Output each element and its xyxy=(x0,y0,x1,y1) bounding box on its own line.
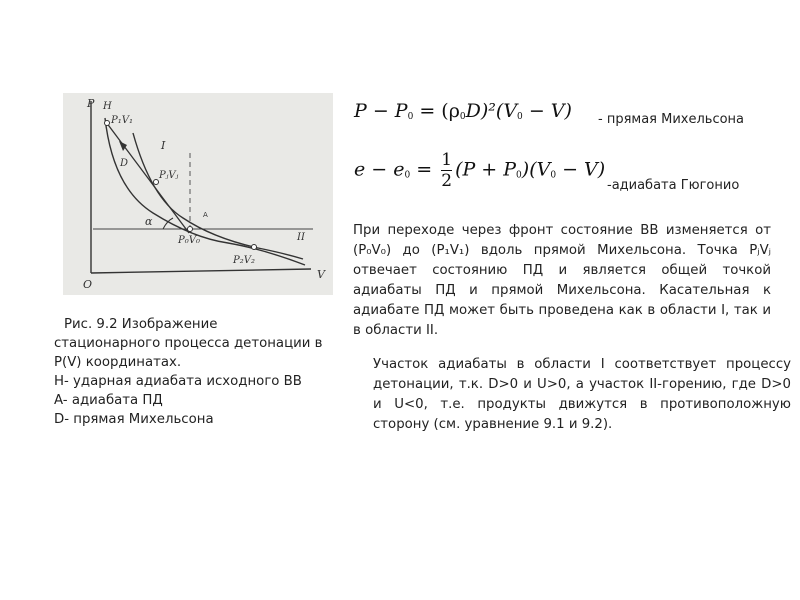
point-p0v0 xyxy=(188,227,193,232)
f2-eq: = xyxy=(410,158,439,181)
caption-line-1: Рис. 9.2 Изображение xyxy=(64,317,218,332)
f2-v-sub: 0 xyxy=(550,170,557,181)
label-alpha: α xyxy=(145,215,153,228)
label-d: D xyxy=(120,158,129,169)
f2-fraction xyxy=(441,150,452,191)
f1-tail: − V) xyxy=(522,100,572,122)
point-p1v1 xyxy=(105,121,110,126)
caption-line-3: P(V) координатах. xyxy=(54,355,182,370)
point-pjvj xyxy=(154,180,159,185)
f1-lhs: P − P xyxy=(354,100,408,122)
label-p0v0: P₀V₀ xyxy=(178,235,200,246)
hugoniot-formula xyxy=(354,150,605,191)
label-region-2: II xyxy=(297,232,305,243)
label-p: P xyxy=(87,97,95,110)
label-region-1: I xyxy=(161,139,166,152)
label-p1v1: P₁V₁ xyxy=(111,115,133,126)
f2-denominator: 2 xyxy=(441,171,453,191)
michelson-line-note: - прямая Михельсона xyxy=(598,112,745,127)
caption-line-2: стационарного процесса детонации в xyxy=(54,336,323,351)
label-v: V xyxy=(317,268,325,281)
paragraph-front-transition: При переходе через фронт состояние ВВ изменяется от (P₀V₀) до (P₁V₁) вдоль прямой Михельсона. Точка PⱼVⱼ отвечает состоянию ПД и является общей точкой адиабаты ПД и прямой Михельсона. Касательная к адиабате ПД может быть проведена как в области I, так и в области II. xyxy=(353,223,771,338)
figure-caption xyxy=(54,315,344,429)
f1-eq: = (ρ xyxy=(413,100,460,122)
caption-line-4: H- ударная адиабата исходного ВВ xyxy=(54,374,302,389)
f2-tail: − V) xyxy=(556,158,606,181)
f2-numerator: 1 xyxy=(441,150,453,170)
point-p2v2 xyxy=(252,245,257,250)
michelson-line-formula xyxy=(354,100,572,122)
f1-rho-sub: 0 xyxy=(459,112,466,122)
products-adiabat-a xyxy=(133,133,303,259)
f2-p-sub: 0 xyxy=(516,170,522,181)
v-axis xyxy=(91,269,311,273)
label-o: O xyxy=(83,278,93,291)
label-p2v2: P₂V₂ xyxy=(233,255,255,266)
f2-rhs: (P + P xyxy=(455,158,517,181)
f1-v-sub: 0 xyxy=(517,112,523,122)
f1-lhs-sub: 0 xyxy=(407,112,414,122)
f2-lhs: e − e xyxy=(354,158,405,181)
pv-diagram-svg xyxy=(63,93,333,295)
hugoniot-note: -адиабата Гюгонио xyxy=(607,178,740,193)
pv-diagram xyxy=(63,93,333,295)
f2-mid: )(V xyxy=(521,158,551,181)
label-a: A xyxy=(203,211,208,219)
paragraph-detonation-region: Участок адиабаты в области I соответствует процессу детонации, т.к. D>0 и U>0, а участок II-горению, где D>0 и U<0, т.е. продукты движутся в противоположную сторону (см. уравнение 9.1 и 9.2). xyxy=(373,357,791,432)
caption-line-6: D- прямая Михельсона xyxy=(54,412,214,427)
label-pjvj: PⱼVⱼ xyxy=(159,170,179,181)
caption-line-5: A- адиабата ПД xyxy=(54,393,163,408)
f1-rhs: D)²(V xyxy=(465,100,518,122)
f2-lhs-sub: 0 xyxy=(404,170,411,181)
label-h: H xyxy=(103,101,112,112)
